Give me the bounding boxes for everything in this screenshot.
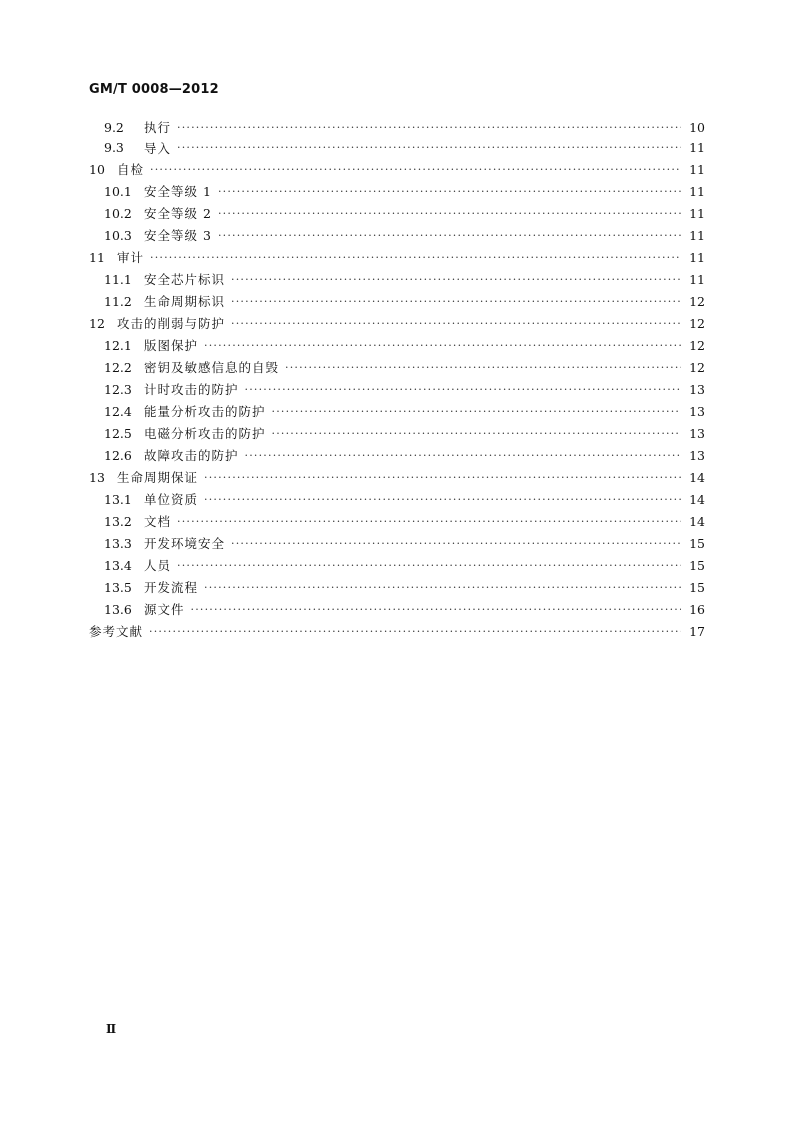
- toc-entry-number: 13: [89, 469, 105, 485]
- toc-leader-dots: [177, 560, 681, 571]
- toc-entry-number: 12.6: [104, 447, 132, 463]
- toc-entry[interactable]: [89, 378, 705, 400]
- toc-entry[interactable]: [89, 488, 705, 510]
- page-number: Ⅱ: [106, 1022, 117, 1036]
- toc-leader-dots: [245, 384, 681, 395]
- toc-entry[interactable]: [89, 290, 705, 312]
- toc-entry-page: 12: [689, 359, 705, 375]
- toc-entry[interactable]: [89, 532, 705, 554]
- toc-entry-page: 13: [689, 447, 705, 463]
- toc-entry-title: 生命周期标识: [144, 294, 226, 310]
- toc-leader-dots: [150, 252, 681, 263]
- toc-entry-title: 源文件: [144, 602, 185, 618]
- toc-leader-dots: [218, 230, 681, 241]
- toc-entry-number: 13.5: [104, 579, 132, 595]
- toc-entry-title: 安全芯片标识: [144, 272, 226, 288]
- toc-entry-page: 11: [689, 249, 705, 265]
- toc-entry-page: 12: [689, 315, 705, 331]
- toc-entry[interactable]: [89, 444, 705, 466]
- toc-leader-dots: [231, 274, 681, 285]
- toc-entry-number: 11.2: [104, 293, 132, 309]
- table-of-contents: [89, 117, 705, 642]
- toc-entry-number: 12.3: [104, 381, 132, 397]
- toc-entry-page: 17: [689, 623, 705, 639]
- toc-entry-number: 12.1: [104, 337, 132, 353]
- toc-leader-dots: [231, 296, 681, 307]
- toc-entry-number: 10: [89, 161, 105, 177]
- toc-leader-dots: [231, 318, 681, 329]
- toc-entry-page: 15: [689, 535, 705, 551]
- toc-entry-number: 11.1: [104, 271, 132, 287]
- toc-leader-dots: [218, 186, 681, 197]
- toc-entry-page: 11: [689, 271, 705, 287]
- toc-entry[interactable]: [89, 422, 705, 444]
- toc-entry-title: 安全等级 3: [144, 228, 212, 244]
- toc-entry-page: 12: [689, 337, 705, 353]
- toc-entry-page: 11: [689, 161, 705, 177]
- toc-entry-title: 攻击的削弱与防护: [117, 316, 226, 332]
- toc-entry[interactable]: [89, 334, 705, 356]
- toc-entry[interactable]: [89, 268, 705, 290]
- toc-entry-page: 14: [689, 513, 705, 529]
- toc-entry[interactable]: [89, 158, 705, 180]
- toc-leader-dots: [272, 428, 681, 439]
- toc-entry-page: 15: [689, 579, 705, 595]
- toc-entry-number: 12.2: [104, 359, 132, 375]
- toc-entry-title: 开发流程: [144, 580, 199, 596]
- toc-entry-title: 人员: [144, 558, 172, 574]
- toc-entry-page: 11: [689, 140, 705, 156]
- toc-leader-dots: [177, 122, 681, 133]
- toc-entry-title: 密钥及敏感信息的自毁: [144, 360, 280, 376]
- toc-leader-dots: [204, 582, 681, 593]
- toc-entry-title: 安全等级 1: [144, 184, 212, 200]
- toc-entry-number: 13.4: [104, 557, 132, 573]
- toc-leader-dots: [231, 538, 681, 549]
- toc-entry-title: 开发环境安全: [144, 536, 226, 552]
- toc-entry[interactable]: [89, 576, 705, 598]
- toc-entry-number: 12.5: [104, 425, 132, 441]
- toc-entry-page: 13: [689, 381, 705, 397]
- toc-entry-title: 安全等级 2: [144, 206, 212, 222]
- toc-entry-page: 15: [689, 557, 705, 573]
- toc-entry-number: 11: [89, 249, 105, 265]
- toc-leader-dots: [191, 604, 681, 615]
- toc-entry[interactable]: [89, 138, 705, 159]
- toc-entry[interactable]: [89, 117, 705, 138]
- toc-entry[interactable]: [89, 312, 705, 334]
- toc-entry-title: 执行: [144, 120, 172, 136]
- toc-entry[interactable]: [89, 246, 705, 268]
- toc-entry[interactable]: [89, 224, 705, 246]
- toc-entry[interactable]: [89, 620, 705, 642]
- toc-entry[interactable]: [89, 554, 705, 576]
- toc-entry-title: 版图保护: [144, 338, 199, 354]
- toc-entry-page: 10: [689, 119, 705, 135]
- toc-entry-title: 计时攻击的防护: [144, 382, 239, 398]
- toc-entry-number: 13.1: [104, 491, 132, 507]
- toc-entry-title: 参考文献: [89, 624, 144, 640]
- toc-leader-dots: [245, 450, 681, 461]
- toc-entry-title: 能量分析攻击的防护: [144, 404, 266, 420]
- toc-entry-page: 11: [689, 183, 705, 199]
- toc-entry-title: 电磁分析攻击的防护: [144, 426, 266, 442]
- toc-entry-number: 9.2: [104, 119, 124, 135]
- toc-entry[interactable]: [89, 510, 705, 532]
- toc-leader-dots: [218, 208, 681, 219]
- toc-entry-title: 故障攻击的防护: [144, 448, 239, 464]
- toc-entry-number: 13.2: [104, 513, 132, 529]
- toc-entry[interactable]: [89, 598, 705, 620]
- document-id-header: GM/T 0008—2012: [89, 82, 219, 97]
- toc-leader-dots: [149, 626, 681, 637]
- toc-entry[interactable]: [89, 180, 705, 202]
- toc-entry-page: 13: [689, 403, 705, 419]
- toc-entry-page: 12: [689, 293, 705, 309]
- toc-entry-title: 文档: [144, 514, 172, 530]
- toc-leader-dots: [150, 164, 681, 175]
- toc-entry-title: 自检: [117, 162, 145, 178]
- toc-entry[interactable]: [89, 356, 705, 378]
- toc-entry-number: 12: [89, 315, 105, 331]
- toc-entry-number: 13.3: [104, 535, 132, 551]
- toc-leader-dots: [285, 362, 681, 373]
- toc-entry-number: 9.3: [104, 140, 124, 156]
- toc-leader-dots: [177, 142, 681, 153]
- toc-entry[interactable]: [89, 202, 705, 224]
- toc-entry-page: 14: [689, 469, 705, 485]
- toc-leader-dots: [204, 340, 681, 351]
- toc-entry-page: 11: [689, 227, 705, 243]
- toc-leader-dots: [177, 516, 681, 527]
- toc-entry-page: 14: [689, 491, 705, 507]
- toc-entry-number: 10.1: [104, 183, 132, 199]
- toc-entry-title: 单位资质: [144, 492, 199, 508]
- toc-entry-number: 10.3: [104, 227, 132, 243]
- toc-entry-number: 12.4: [104, 403, 132, 419]
- toc-entry-title: 审计: [117, 250, 145, 266]
- toc-entry-title: 导入: [144, 140, 172, 156]
- toc-entry[interactable]: [89, 400, 705, 422]
- toc-leader-dots: [272, 406, 681, 417]
- toc-entry-page: 16: [689, 601, 705, 617]
- toc-entry-number: 10.2: [104, 205, 132, 221]
- toc-leader-dots: [204, 494, 681, 505]
- toc-entry-page: 11: [689, 205, 705, 221]
- toc-leader-dots: [204, 472, 681, 483]
- toc-entry-page: 13: [689, 425, 705, 441]
- toc-entry-number: 13.6: [104, 601, 132, 617]
- toc-entry-title: 生命周期保证: [117, 470, 199, 486]
- toc-entry[interactable]: [89, 466, 705, 488]
